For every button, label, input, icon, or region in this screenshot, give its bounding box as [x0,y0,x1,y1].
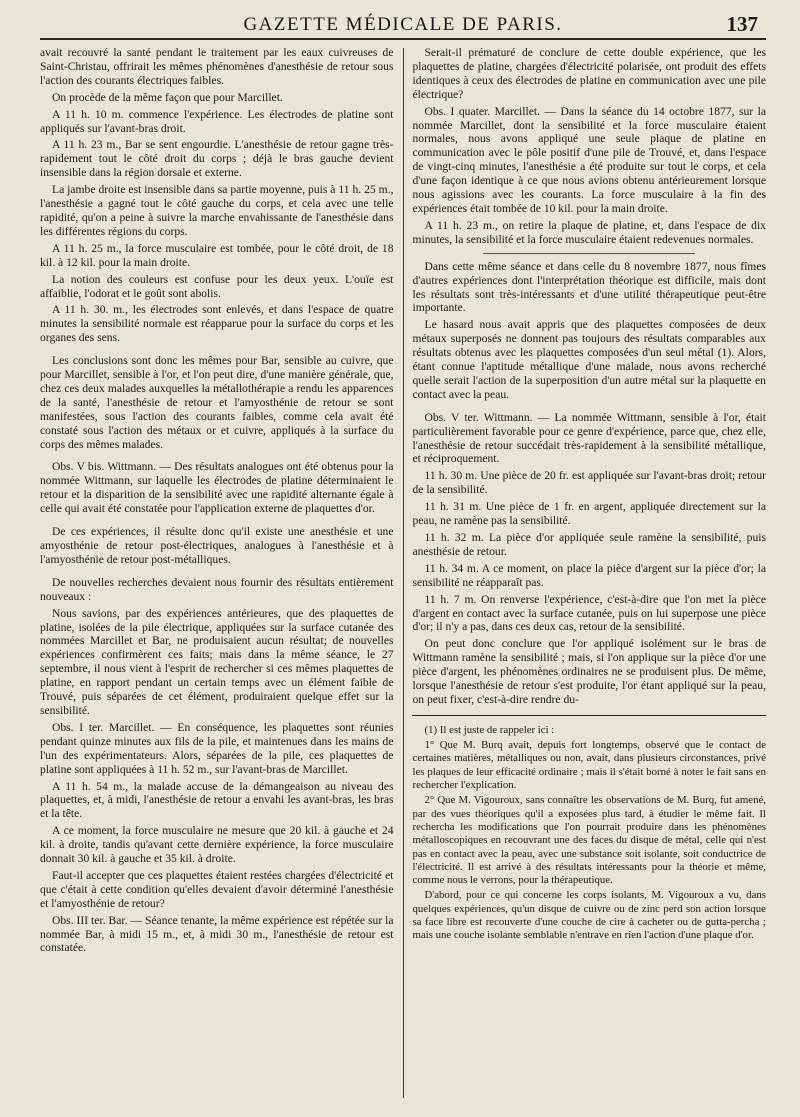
paragraph: Dans cette même séance et dans celle du 8 novembre 1877, nous fîmes d'autres expériences dont l'interprétation théorique est difficile, mais dont les résultats sont très-intéressants et d'une utilité thérapeutique peut-être importante. [412,259,766,315]
paragraph: 11 h. 30 m. Une pièce de 20 fr. est appliquée sur l'avant-bras droit; retour de la sensibilité. [412,469,766,497]
footnote: 1° Que M. Burq avait, depuis fort longtemps, observé que le contact de certaines matières, métalliques ou non, avait, dans plusieurs circonstances, privé les plaques de leur efficacité ordinaire ; mais il s'était borné à noter le fait sans en rechercher l'explication. [412,739,766,792]
observation-paragraph: Obs. I ter. Marcillet. — En conséquence, les plaquettes sont réunies pendant quinze minutes aux fils de la pile, et maintenues dans les mains de l'un des expérimentateurs. Alors, séparées de la pile, ces plaquettes de platine sont appliquées à 11 h. 52 m., sur l'avant-bras de Marcillet. [40,720,394,776]
paragraph: 11 h. 31 m. Une pièce de 1 fr. en argent, appliquée directement sur la peau, ne ramène pas la sensibilité. [412,500,766,528]
text-columns [40,46,766,1106]
paragraph: avait recouvré la santé pendant le traitement par les eaux cuivreuses de Saint-Christau, offrirait les mêmes phénomènes d'anesthésie de retour sous l'action des courants électriques faibles. [40,46,394,87]
page-header [40,0,766,40]
paragraph: A 11 h. 30. m., les électrodes sont enlevés, et dans l'espace de quatre minutes la sensibilité normale est réapparue pour la surface du corps et les organes des sens. [40,303,394,345]
paragraph: A ce moment, la force musculaire ne mesure que 20 kil. à gauche et 24 kil. à droite, tandis qu'avant cette dernière expérience, la force musculaire donnait 30 kil. à gauche et 35 kil. à droite. [40,824,394,866]
paragraph: Les conclusions sont donc les mêmes pour Bar, sensible au cuivre, que pour Marcillet, sensible à l'or, et l'on peut dire, d'une manière générale, que, chez ces deux malades auxquelles la métallothérapie a rendu les apparences de la santé, l'anesthésie de retour et l'amyosthénie de retour se sont manifestées, sous l'action des courants faibles, comme cela avait été constaté sous l'action des métaux or et cuivre, appliqués à la surface du corps des mêmes malades. [40,354,394,451]
paragraph: Nous savions, par des expériences antérieures, que des plaquettes de platine, isolées de la pile électrique, appliquées sur la surface cutanée des nommées Marcillet et Bar, ne produisaient aucun résultat; de nouvelles expériences confirmèrent ces faits; mais dans la même séance, le 27 septembre, il nous vient à l'esprit de rechercher si ces mêmes plaquettes de platine, en rapport pendant un certain temps avec un élément faible de Trouvé, puis séparées de cet élément, produiraient quelque effet sur la sensibilité. [40,606,394,717]
paragraph: On peut donc conclure que l'or appliqué isolément sur le bras de Wittmann ramène la sensibilité ; mais, si l'on applique sur la pièce d'or une pièce d'argent, les phénomènes ordinaires ne se produisent plus. De même, lorsque l'anesthésie de retour s'est produite, l'or étant appliqué sur la peau, on peut fixer, c'est-à-dire rendre du- [412,637,766,706]
paragraph: Serait-il prématuré de conclure de cette double expérience, que les plaquettes de platine, chargées d'électricité polarisée, ont produit des effets identiques à ceux des électrodes de platine en communication avec une pile électrique? [412,46,766,101]
paragraph: A 11 h. 54 m., la malade accuse de la démangeaison au niveau des plaquettes, et, à midi, l'anesthésie de retour a envahi les avant-bras, les bras et la tête. [40,779,394,821]
paragraph: A 11 h. 10 m. commence l'expérience. Les électrodes de platine sont appliqués sur l'avant-bras droit. [40,107,394,135]
observation-paragraph: Obs. III ter. Bar. — Séance tenante, la même expérience est répétée sur la nommée Bar, à midi 15 m., et, à midi 30 m., l'anesthésie de retour est constatée. [40,913,394,955]
paragraph: A 11 h. 23 m., Bar se sent engourdie. L'anesthésie de retour gagne très-rapidement tout le côté droit du corps ; déjà le bras gauche devient insensible dans la région dorsale et externe. [40,138,394,180]
right-column [403,46,766,1106]
header-rule [40,38,766,40]
paragraph: La jambe droite est insensible dans sa partie moyenne, puis à 11 h. 25 m., l'anesthésie a gagné tout le côté gauche du corps, et cela avec une telle rapidité, qu'on a peine à suivre la marche envahissante de l'anesthésie dans les différentes régions du corps. [40,183,394,238]
page-number: 137 [726,12,758,36]
paragraph: 11 h. 7 m. On renverse l'expérience, c'est-à-dire que l'on met la pièce d'argent en contact avec la surface cutanée, puis on lui superpose une pièce d'or; il n'y a pas, dans ces deux cas, retour de la sensibilité. [412,592,766,634]
footnote: 2° Que M. Vigouroux, sans connaître les observations de M. Burq, fut amené, par des vues théoriques qu'il a exposées plus tard, à étudier le même fait. Il recherchа les modifications que l'on pourrait produire dans les phénomènes métalloscopiques en recouvrant une des faces du disque de métal, celle qui n'est pas en contact avec la peau, avec une substance soit isolante, soit conductrice de l'électricité. Il est arrivé à des résultats intéressants pour la théorie et même, comme nous le verrons, pour la thérapeutique. [412,794,766,887]
paragraph: De nouvelles recherches devaient nous fournir des résultats entièrement nouveaux : [40,575,394,603]
observation-paragraph: Obs. V ter. Wittmann. — La nommée Wittmann, sensible à l'or, était particulièrement favorable pour ce genre d'expérience, parce que, chez elle, l'anesthésie de retour succédait très-rapidement à la sensibilité métallique, et réciproquement. [412,410,766,466]
paragraph: Faut-il accepter que ces plaquettes étaient restées chargées d'électricité et que c'était à cette condition qu'elles devaient d'avoir déterminé l'anesthésie et l'amyosthénie de retour? [40,868,394,910]
paragraph: A 11 h. 25 m., la force musculaire est tombée, pour le côté droit, de 18 kil. à 12 kil. pour la main droite. [40,241,394,269]
paragraph: La notion des couleurs est confuse pour les deux yeux. L'ouïe est affaiblie, l'odorat et le goût sont abolis. [40,272,394,300]
left-column [40,46,403,1106]
paragraph: 11 h. 32 m. La pièce d'or appliquée seule ramène la sensibilité, puis anesthésie de retour. [412,531,766,558]
paragraph: 11 h. 34 m. A ce moment, on place la pièce d'argent sur la pièce d'or; la sensibilité ne réapparaît pas. [412,561,766,589]
observation-paragraph: Obs. V bis. Wittmann. — Des résultats analogues ont été obtenus pour la nommée Wittmann, sur laquelle les électrodes de platine déterminaient le retour et la disparition de la sensibilité avec une rapidité alternante égale à celle qui avait été constatée pour l'application externe de plaquettes d'or. [40,460,394,516]
paragraph: Le hasard nous avait appris que des plaquettes composées de deux métaux superposés ne donnent pas toujours des résultats comparables aux résultats obtenus avec les plaquettes composées d'un seul métal (1). Alors, étant connue l'aptitude métallique d'une malade, nous avons recherché quelle serait l'action de la superposition d'un autre métal sur la plaquette en contact avec la peau. [412,318,766,401]
footnotes [412,715,766,943]
paragraph: On procède de la même façon que pour Marcillet. [52,90,283,104]
paragraph: A 11 h. 23 m., on retire la plaque de platine, et, dans l'espace de dix minutes, la sensibilité et la force musculaire étaient redevenues normales. [412,218,766,246]
publication-title: GAZETTE MÉDICALE DE PARIS. [243,14,563,35]
footnote: (1) Il est juste de rappeler ici : [424,723,555,736]
section-rule [483,253,695,254]
footnote: D'abord, pour ce qui concerne les corps isolants, M. Vigouroux a vu, dans quelques expériences, qu'un disque de cuivre ou de zinc perd son action lorsque sa face libre est recouverte d'une couche de cire à cacheter ou de gutta-percha ; mais une couche isolante semblable n'entrave en rien l'action d'une plaque d'or. [412,889,766,942]
paragraph: De ces expériences, il résulte donc qu'il existe une anesthésie et une amyosthénie de retour post-électriques, analogues à l'anesthésie et à l'amyosthénie de retour post-métalliques. [40,525,394,566]
observation-paragraph: Obs. I quater. Marcillet. — Dans la séance du 14 octobre 1877, sur la nommée Marcillet, dont la sensibilité et la force musculaire étaient normales, nous avons appliqué une seule plaque de platine en communication avec le pôle positif d'une pile de Trouvé, et, dans l'espace de vingt-cinq minutes, l'anesthésie a été produite sur tout le corps, et cela d'une façon identique à ce que nous avions obtenu antérieurement lorsque nous agissions avec les courants. La force musculaire à la fin des expériences était tombée de 10 kil. pour la main droite. [412,104,766,215]
